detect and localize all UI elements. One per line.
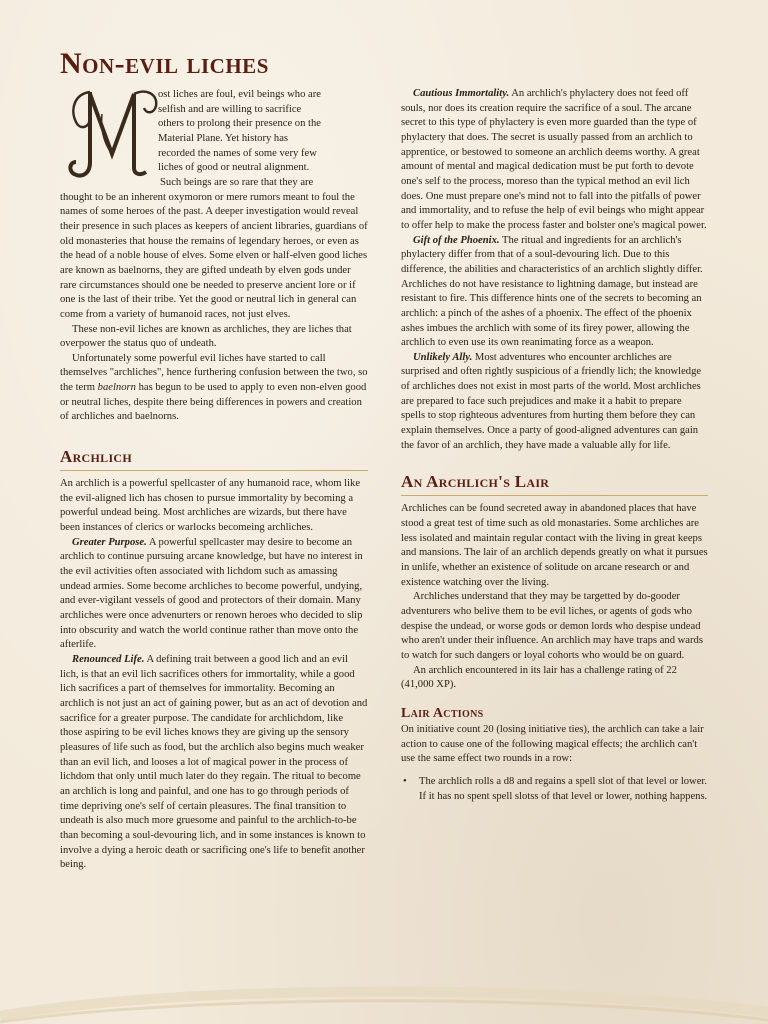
page-footer-ornament bbox=[0, 964, 768, 1024]
heading-rule bbox=[60, 470, 368, 471]
cautious-immortality-label: Cautious Immortality. bbox=[413, 88, 510, 99]
heading-rule bbox=[401, 495, 708, 496]
greater-purpose-label: Greater Purpose. bbox=[72, 536, 147, 548]
intro-line: liches of good or neutral alignment. bbox=[158, 162, 310, 174]
greater-purpose-text: A powerful spellcaster may desire to become an archlich to continue pursuing arcane knowledge, but have no interest in the evil activities often associated with lichdom such as amassing undead armies. Some become archliches to become powerful, undying, and ever-vigilant vessels of good and protectors of their domain. Many archliches were once advenurters or renown heroes who decided to slip into obscurity and watch the world continue rather than move onto the afterlife. bbox=[60, 536, 363, 651]
lair-paragraph-3: An archlich encountered in its lair has a challenge rating of 22 (41,000 XP). bbox=[401, 664, 677, 691]
baelnorn-term: baelnorn bbox=[97, 382, 136, 394]
intro-paragraph-2: These non-evil liches are known as archliches, they are liches that overpower the status quo of undeath. bbox=[60, 323, 352, 350]
intro-line: Material Plane. Yet history has bbox=[158, 132, 289, 144]
unlikely-ally-paragraph bbox=[401, 351, 708, 454]
intro-line: selfish and are willing to sacrifice bbox=[158, 103, 302, 115]
renounced-life-label: Renounced Life. bbox=[72, 653, 145, 665]
intro-line: Such beings are so rare that they are bbox=[160, 176, 314, 188]
intro-paragraph-rest: thought to be an inherent oxymoron or mere rumors meant to foul the names of some heroes of the past. A deeper investigation would reveal their presence in such places as keepers of ancient libraries, guardians of old monasteries that house the remains of legendary heroes, or even as the head of a noble house of elves. Some elven or half-elven good liches are known as baelnorns, they are gifted undeath by elven gods under rare circumstances should one be needed to preserve ancient lore or if one is the last of their tribe. Yet the good or neutral lich in general can come from a variety of humanoid races, not just elves. bbox=[60, 191, 368, 320]
gift-of-phoenix-label: Gift of the Phoenix. bbox=[413, 234, 500, 246]
intro-wrapped-lines bbox=[158, 88, 368, 191]
unlikely-ally-label: Unlikely Ally. bbox=[413, 351, 473, 363]
intro-paragraph-3 bbox=[60, 352, 368, 425]
lair-actions-intro: On initiative count 20 (losing initiative ties), the archlich can take a lair action to cause one of the following magical effects; the archlich can't use the same effect two rounds in a row: bbox=[401, 723, 704, 765]
lair-paragraph-1: Archliches can be found secreted away in abandoned places that have stood a great test of time such as old monastaries. Some archliches are less isolated and maintain regular contact with the living in great keeps and mansions. The lair of an archlich depends greatly on what it pursues in unlife, whether an existence of solitude on arcane research or and existence watching over the living. bbox=[401, 503, 708, 588]
unlikely-ally-text: Most adventures who encounter archliches are surprised and often rightly suspicious of a friendly lich; the knowledge of archliches does not exist in most parts of the world. Most archliches are prepared to face such prejudices and make it a habit to prepare spells to stop righteous adventures from hurting them before they can explain themselves. Once a party of good-aligned adventures can gain the favor of an archlich, they have made a valuable ally for life. bbox=[401, 351, 702, 451]
gift-of-phoenix-paragraph bbox=[401, 234, 708, 351]
archlich-heading: Archlich bbox=[60, 447, 133, 467]
renounced-life-text: A defining trait between a good lich and an evil lich, is that an evil lich sacrifices others for immortality, while a good lich sacrifices a part of themselves for immortality. Becoming an archlich is not just an act of gaining power, but as an act of devotion and sacrifice for a greater purpose. The candidate for archlichdom, like those aspiring to be evil liches knows they are giving up the sensory pleasures of life such as food, but the archlich also begins much weaker than an evil lich, and looses a lot of magical power in the process of lichdom that only until much later do they regain. The ritual to become an archlich is long and painful, and one has to go through periods of time depriving one's self of certain pleasures. The final transition to undeath is also much more gruesome and painful to the archlich-to-be than becoming a soul-devouring lich, and in some instances is known to involve a dying a heroic death or sacrificing one's life to benefit another being. bbox=[60, 653, 368, 871]
left-column bbox=[60, 88, 368, 873]
intro-line: recorded the names of some very few bbox=[158, 147, 317, 159]
intro-line: others to prolong their presence on the bbox=[158, 118, 321, 130]
intro-p3-text: Unfortunately some powerful evil liches have started to call themselves "archliches", hence furthering confusion between the two, so the term bbox=[60, 352, 368, 394]
greater-purpose-paragraph bbox=[60, 536, 368, 653]
renounced-life-paragraph bbox=[60, 653, 368, 873]
cautious-immortality-text: An archlich's phylactery does not feed off souls, nor does its creation require the sacrifice of a soul. The arcane secret to this type of phylactery is even more guarded than the type of phylactery that does. The secret is usually passed from an archlich to apprentice, or bestowed to someone an archlich deems worthy. A great amount of mental and magical dedication must be put forth to devote one's self to the process, moreso than the typical method an evil lich does. One must prepare one's mind not to fall into the pitfalls of power and immortality, and to refuse the help of evil beings who might appear to offer help to make the process faster and bolster one's magical power. bbox=[401, 88, 707, 231]
lair-actions-heading: Lair Actions bbox=[401, 705, 484, 721]
cautious-immortality-paragraph bbox=[401, 87, 708, 234]
lair-actions-list bbox=[401, 775, 708, 804]
gift-of-phoenix-text: The ritual and ingredients for an archlich's phylactery differ from that of a soul-devouring lich. Due to this difference, the abilities and characteristics of an archlich slightly differ. Archliches do not have resistance to lightning damage, but instead are resistant to fire. This difference hints one of the secrets to becoming an archlich: a pinch of the ashes of a phoenix. The effect of the phoenix ashes imbues the archlich with some of its firey power, allowing the archlich to even use its own reanimating force as a weapon. bbox=[401, 234, 703, 349]
right-column bbox=[401, 87, 708, 804]
lair-heading: An Archlich's Lair bbox=[401, 472, 550, 492]
list-item: • The archlich rolls a d8 and regains a spell slot of that level or lower. If it has no spent spell slotss of that level or lower, nothing happens. bbox=[419, 775, 708, 804]
archlich-paragraph-1: An archlich is a powerful spellcaster of any humanoid race, whom like the evil-aligned lich has chosen to pursue immortality by becoming a powerful undead being. Most archliches are wizards, but there have been instances of clerics or warlocks becomeing archliches. bbox=[60, 478, 361, 534]
lair-paragraph-2: Archliches understand that they may be targetted by do-gooder adventurers who belive them to be evil liches, or agents of gods who despise the undead, or worse gods or demon lords who despise undead who aren't under their influence. An archlich may have traps and wards to watch for such dangers or loyal cohorts who would be on guard. bbox=[401, 591, 703, 661]
page-title: Non-evil liches bbox=[60, 47, 269, 80]
intro-line: ost liches are foul, evil beings who are bbox=[158, 89, 321, 100]
intro-p3-text-end: has begun to be used to apply to even non-elven good or neutral liches, despite there being differences in powers and creation of archliches and baelnorns. bbox=[60, 382, 367, 423]
